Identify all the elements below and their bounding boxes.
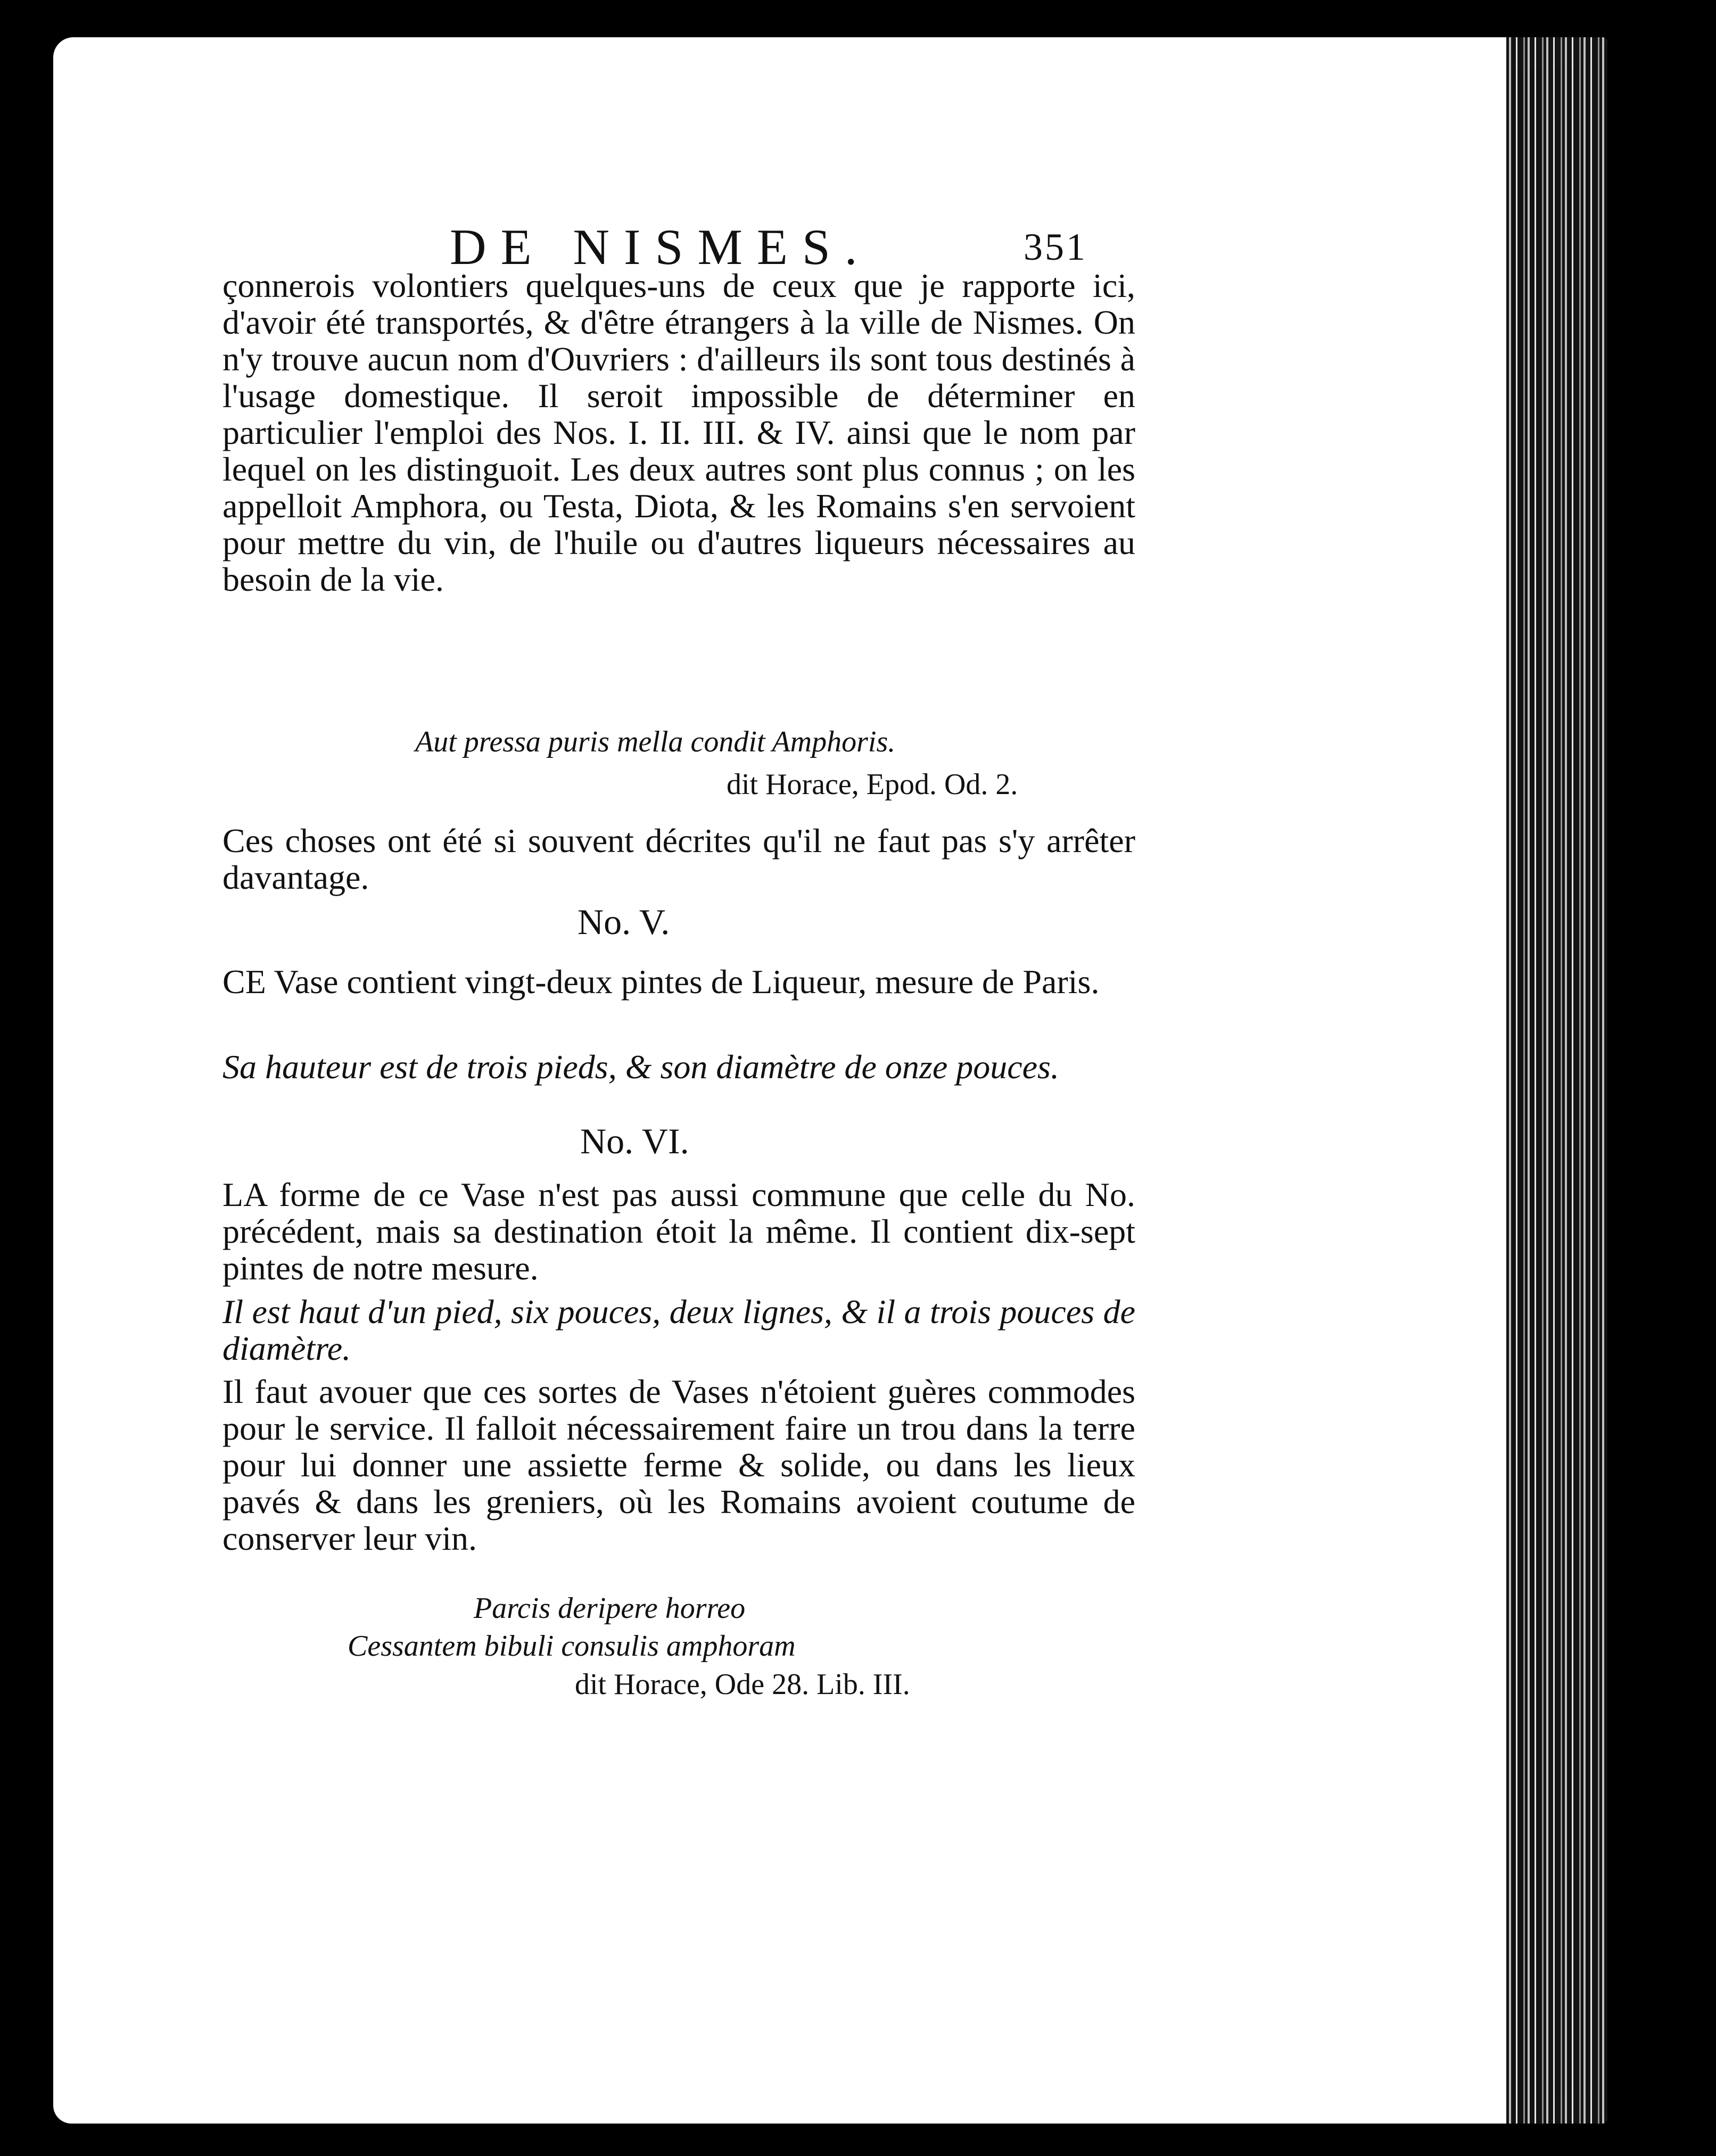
- page-number: 351: [1024, 226, 1087, 268]
- section-heading-no-vi: No. VI.: [580, 1121, 689, 1161]
- paragraph-description: Ces choses ont été si souvent décrites qu'il ne faut pas s'y arrêter davantage.: [222, 822, 1135, 896]
- latin-quote-line-2: Parcis deripere horreo: [474, 1592, 746, 1625]
- paragraph-vase-v: CE Vase contient vingt-deux pintes de Liqueur, mesure de Paris.: [222, 963, 1100, 1001]
- vase-v-dimensions: Sa hauteur est de trois pieds, & son diamètre de onze pouces.: [222, 1048, 1059, 1086]
- paragraph-vase-vi: LA forme de ce Vase n'est pas aussi commune que celle du No. précédent, mais sa destination étoit la même. Il contient dix-sept pintes de notre mesure.: [222, 1176, 1135, 1287]
- latin-quote-line-3: Cessantem bibuli consulis amphoram: [348, 1630, 796, 1663]
- quote-attribution-1: dit Horace, Epod. Od. 2.: [727, 768, 1018, 801]
- scanned-page: [53, 37, 1607, 2124]
- paragraph-storage: Il faut avouer que ces sortes de Vases n'étoient guères commodes pour le service. Il falloit nécessairement faire un trou dans la terre pour lui donner une assiette ferme & solide, ou dans les lieux pavés & dans les greniers, où les Romains avoient coutume de conserver leur vin.: [222, 1373, 1135, 1557]
- vase-vi-dimensions: Il est haut d'un pied, six pouces, deux lignes, & il a trois pouces de diamètre.: [222, 1293, 1135, 1367]
- running-head: DE NISMES.: [450, 219, 872, 275]
- page-content: [53, 37, 1607, 2124]
- section-heading-no-v: No. V.: [578, 902, 670, 942]
- paragraph-continuation: çonnerois volontiers quelques-uns de ceux que je rapporte ici, d'avoir été transportés, & d'être étrangers à la ville de Nismes. On n'y trouve aucun nom d'Ouvriers : d'ailleurs ils sont tous destinés à l'usage domestique. Il seroit impossible de déterminer en particulier l'emploi des Nos. I. II. III. & IV. ainsi que le nom par lequel on les distinguoit. Les deux autres sont plus connus ; on les appelloit Amphora, ou Testa, Diota, & les Romains s'en servoient pour mettre du vin, de l'huile ou d'autres liqueurs nécessaires au besoin de la vie.: [222, 267, 1135, 598]
- latin-quote-line-1: Aut pressa puris mella condit Amphoris.: [415, 725, 896, 758]
- quote-attribution-2: dit Horace, Ode 28. Lib. III.: [575, 1668, 910, 1701]
